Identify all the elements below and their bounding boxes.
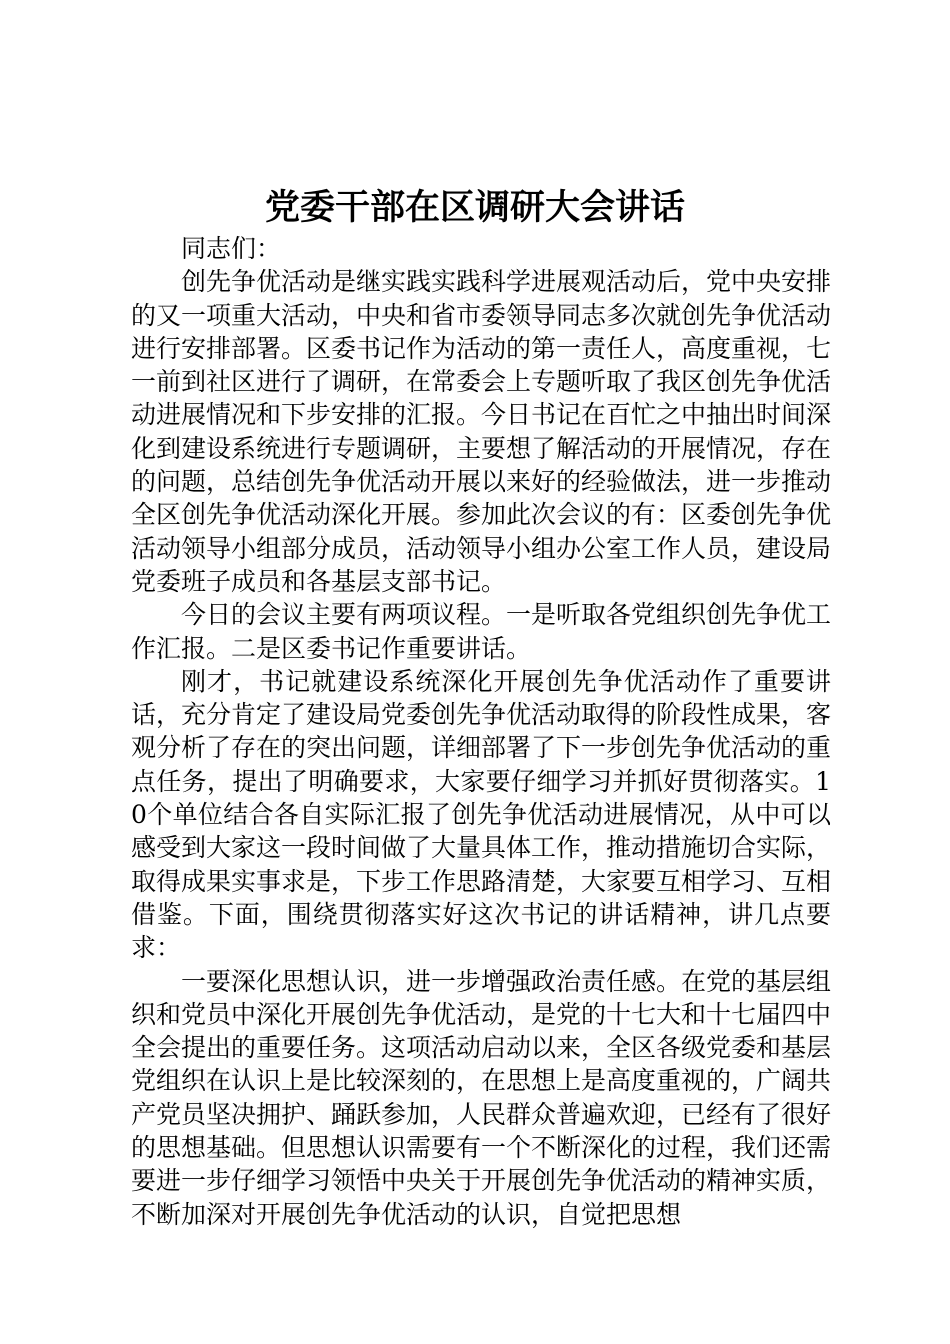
salutation: 同志们： <box>181 234 282 263</box>
paragraph: 创先争优活动是继实践实践科学进展观活动后，党中央安排的又一项重大活动，中央和省市委领导同志多次就创先争优活动进行安排部署。区委书记作为活动的第一责任人，高度重视，七一前到社区进行了调研，在常委会上专题听取了我区创先争优活动进展情况和下步安排的汇报。今日书记在百忙之中抽出时间深化到建设系统进行专题调研，主要想了解活动的开展情况，存在的问题，总结创先争优活动开展以来好的经验做法，进一步推动全区创先争优活动深化开展。参加此次会议的有：区委创先争优活动领导小组部分成员，活动领导小组办公室工作人员，建设局党委班子成员和各基层支部书记。 <box>131 267 832 596</box>
paragraph: 一要深化思想认识，进一步增强政治责任感。在党的基层组织和党员中深化开展创先争优活动，是党的十七大和十七届四中全会提出的重要任务。这项活动启动以来，全区各级党委和基层党组织在认识上是比较深刻的，在思想上是高度重视的，广阔共产党员坚决拥护、踊跃参加，人民群众普遍欢迎，已经有了很好的思想基础。但思想认识需要有一个不断深化的过程，我们还需要进一步仔细学习领悟中央关于开展创先争优活动的精神实质，不断加深对开展创先争优活动的认识，自觉把思想 <box>131 966 832 1229</box>
document-body <box>131 232 831 1231</box>
document-title: 党委干部在区调研大会讲话 <box>264 187 685 228</box>
paragraph: 刚才，书记就建设系统深化开展创先争优活动作了重要讲话，充分肯定了建设局党委创先争优活动取得的阶段性成果，客观分析了存在的突出问题，详细部署了下一步创先争优活动的重点任务，提出了明确要求，大家要仔细学习并抓好贯彻落实。10个单位结合各自实际汇报了创先争优活动进展情况，从中可以感受到大家这一段时间做了大量具体工作，推动措施切合实际，取得成果实事求是，下步工作思路清楚，大家要互相学习、互相借鉴。下面，围绕贯彻落实好这次书记的讲话精神，讲几点要求： <box>131 666 832 963</box>
paragraph: 今日的会议主要有两项议程。一是听取各党组织创先争优工作汇报。二是区委书记作重要讲话。 <box>131 600 832 663</box>
